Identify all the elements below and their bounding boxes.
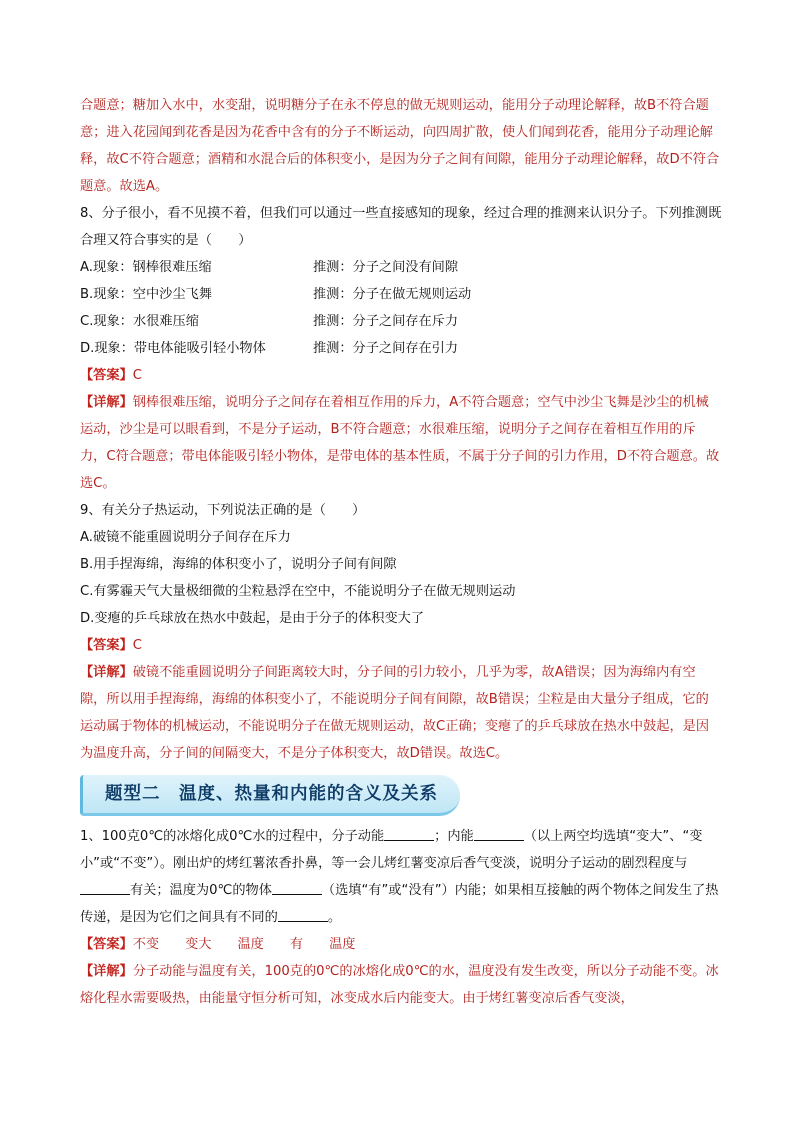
q9-option-b: B.用手捏海绵，海绵的体积变小了，说明分子间有间隙 [80, 557, 397, 572]
fill-blank [384, 826, 434, 841]
q1-answer-4: 有 [289, 937, 304, 952]
q9-option-d: D.变瘪的乒乓球放在热水中鼓起，是由于分子的体积变大了 [80, 611, 425, 626]
q1-answer-5: 温度 [329, 937, 356, 952]
q8-option-c [80, 308, 722, 335]
fill-blank [80, 880, 130, 895]
q8-option-b-phenomenon: B.现象：空中沙尘飞舞 [80, 287, 212, 302]
q8-detail [80, 389, 722, 497]
q8-option-b [80, 281, 722, 308]
q1-answer-3: 温度 [237, 937, 264, 952]
q8-option-b-inference: 推测：分子在做无规则运动 [313, 287, 472, 302]
q9-detail-text: 破镜不能重圆说明分子间距离较大时，分子间的引力较小，几乎为零，故A错误；因为海绵内有空隙，所以用手捏海绵，海绵的体积变小了，不能说明分子间有间隙，故B错误；尘粒是由大量分子组成，它的运动属于物体的机械运动，不能说明分子在做无规则运动，故C正确；变瘪了的乒乓球放在热水中鼓起，是因为温度升高，分子间的间隔变大，不是分子体积变大，故D错误。故选C。 [80, 665, 710, 761]
q8-stem: 8、分子很小，看不见摸不着，但我们可以通过一些直接感知的现象，经过合理的推测来认识分子。下列推测既合理又符合事实的是（ ） [80, 206, 722, 248]
fill-blank [474, 826, 524, 841]
section-heading: 题型二 温度、热量和内能的含义及关系 [80, 775, 460, 816]
q9-option-a: A.破镜不能重圆说明分子间存在斥力 [80, 530, 291, 545]
q9-stem: 9、有关分子热运动，下列说法正确的是（ ） [80, 503, 366, 518]
fill-blank [278, 907, 328, 922]
q8-option-a-phenomenon: A.现象：钢棒很难压缩 [80, 260, 212, 275]
q9-answer-value: C [132, 638, 142, 653]
page-content [80, 92, 722, 1012]
q8-option-c-inference: 推测：分子之间存在斥力 [313, 314, 459, 329]
q8-option-d [80, 335, 722, 362]
q1-answer-1: 不变 [132, 937, 160, 952]
q1-stem [80, 823, 722, 931]
q1-stem-part: 。 [327, 910, 341, 925]
q8-answer [80, 362, 722, 389]
q8-answer-value: C [132, 368, 142, 383]
q8-detail-text: 钢棒很难压缩，说明分子之间存在着相互作用的斥力，A不符合题意；空气中沙尘飞舞是沙尘的机械运动，沙尘是可以眼看到，不是分子运动，B不符合题意；水很难压缩，说明分子之间存在着相互作用的斥力，C符合题意；带电体能吸引轻小物体，是带电体的基本性质，不属于分子间的引力作用，D不符合题意。故选C。 [80, 395, 720, 491]
q1-answer-2: 变大 [185, 937, 212, 952]
previous-explanation: 合题意；糖加入水中，水变甜，说明糖分子在永不停息的做无规则运动，能用分子动理论解释，故B不符合题意；进入花园闻到花香是因为花香中含有的分子不断运动，向四周扩散，使人们闻到花香，能用分子动理论解释，故C不符合题意；酒精和水混合后的体积变小，是因为分子之间有间隙，能用分子动理论解释，故D不符合题意。故选A。 [80, 98, 720, 194]
q1-stem-part: 有关；温度为0℃的物体 [130, 883, 272, 898]
detail-tag: 【详解】 [80, 665, 133, 680]
q9-detail [80, 659, 722, 767]
q9-option-c: C.有雾霾天气大量极细微的尘粒悬浮在空中，不能说明分子在做无规则运动 [80, 584, 516, 599]
q1-stem-part: 1、100克0℃的冰熔化成0℃水的过程中，分子动能 [80, 829, 385, 844]
q1-detail-text: 分子动能与温度有关，100克的0℃的冰熔化成0℃的水，温度没有发生改变，所以分子动能不变。冰熔化程水需要吸热，由能量守恒分析可知，冰变成水后内能变大。由于烤红薯变凉后香气变淡， [80, 964, 719, 1006]
q9-answer [80, 632, 722, 659]
q1-stem-part: （选填“有”或“没有”）内能；如果相互接触的两个物体之间发生了热传递，是因为它们之间具有不同的 [80, 883, 719, 925]
detail-tag: 【详解】 [80, 395, 133, 410]
q1-stem-part: （以上两空均选填“变大”、“变小”或“不变”）。刚出炉的烤红薯浓香扑鼻，等一会儿烤红薯变凉后香气变淡，说明分子运动的剧烈程度与 [80, 829, 703, 871]
q1-detail [80, 958, 722, 1012]
q8-option-a [80, 254, 722, 281]
answer-tag: 【答案】 [80, 368, 133, 383]
answer-tag: 【答案】 [80, 937, 133, 952]
q8-option-c-phenomenon: C.现象：水很难压缩 [80, 314, 199, 329]
q1-answer [80, 931, 722, 958]
q8-option-d-phenomenon: D.现象：带电体能吸引轻小物体 [80, 341, 266, 356]
detail-tag: 【详解】 [80, 964, 133, 979]
q8-option-d-inference: 推测：分子之间存在引力 [313, 341, 459, 356]
answer-tag: 【答案】 [80, 638, 133, 653]
q1-stem-part: ；内能 [434, 829, 474, 844]
q8-option-a-inference: 推测：分子之间没有间隙 [313, 260, 459, 275]
section-heading-wrap [80, 775, 722, 817]
fill-blank [272, 880, 322, 895]
